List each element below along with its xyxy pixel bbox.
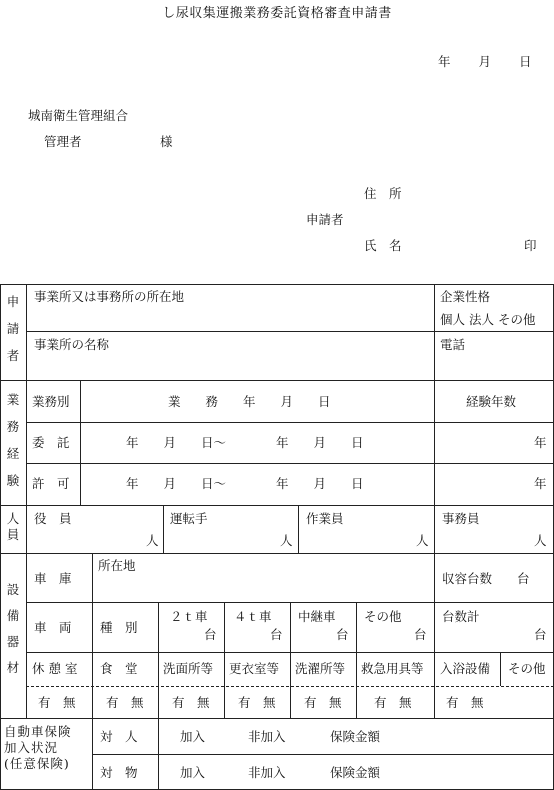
- vehicle-other-label: その他: [364, 609, 402, 624]
- permit-period: 年 月 日～ 年 月 日: [126, 476, 364, 491]
- garage-label: 車 庫: [34, 571, 72, 586]
- facility-other: その他: [508, 661, 546, 676]
- staff-workers-label: 作業員: [306, 511, 344, 526]
- permit-years-unit: 年: [534, 476, 547, 491]
- insurance-property-join: 加入: [180, 765, 206, 780]
- addressee-honorific: 様: [160, 134, 173, 149]
- seal-mark: 印: [524, 238, 537, 253]
- staff-officers-unit: 人: [146, 533, 159, 548]
- vehicle-total-unit: 台: [534, 627, 547, 642]
- name-label: 氏 名: [364, 238, 402, 253]
- company-type-label: 企業性格: [440, 289, 491, 304]
- garage-location-label: 所在地: [98, 558, 136, 573]
- facility-dining: 食 堂: [100, 661, 138, 676]
- yes-no-first-aid: 有 無: [374, 695, 412, 710]
- period-header: 業 務 年 月 日: [168, 394, 331, 409]
- yes-no-rest-room: 有 無: [38, 695, 76, 710]
- staff-officers-label: 役 員: [34, 511, 72, 526]
- insurance-person-label: 対 人: [100, 729, 138, 744]
- staff-clerks-unit: 人: [534, 533, 547, 548]
- vehicle-4t-label: ４ｔ車: [234, 609, 272, 624]
- insurance-person-not-join: 非加入: [248, 729, 286, 744]
- date-month: 月: [478, 54, 492, 69]
- location-label: 事業所又は事務所の所在地: [34, 289, 185, 304]
- insurance-property-amount: 保険金額: [330, 765, 381, 780]
- vehicle-type-label: 種 別: [100, 620, 138, 635]
- date-year: 年: [438, 54, 451, 69]
- addressee-org: 城南衛生管理組合: [28, 108, 129, 123]
- garage-capacity: 収容台数 台: [442, 571, 530, 586]
- section-equipment: 設 備 器 材: [6, 582, 20, 675]
- staff-clerks-label: 事務員: [442, 511, 480, 526]
- company-type-options: 個人 法人 その他: [440, 312, 536, 327]
- staff-drivers-label: 運転手: [170, 511, 208, 526]
- yes-no-bath: 有 無: [446, 695, 484, 710]
- section-staff: 人 員: [6, 511, 20, 542]
- entrust-years-unit: 年: [534, 435, 547, 450]
- facility-laundry: 洗濯所等: [295, 661, 346, 676]
- facility-changing: 更衣室等: [229, 661, 280, 676]
- insurance-property-not-join: 非加入: [248, 765, 286, 780]
- office-name-label: 事業所の名称: [34, 337, 110, 352]
- vehicle-relay-unit: 台: [336, 627, 349, 642]
- phone-label: 電話: [440, 337, 466, 352]
- yes-no-dining: 有 無: [106, 695, 144, 710]
- staff-workers-unit: 人: [416, 533, 429, 548]
- facility-first-aid: 救急用具等: [361, 661, 424, 676]
- insurance-person-amount: 保険金額: [330, 729, 381, 744]
- yes-no-laundry: 有 無: [304, 695, 342, 710]
- date-day: 日: [519, 54, 532, 69]
- insurance-person-join: 加入: [180, 729, 206, 744]
- permit-label: 許 可: [32, 476, 70, 491]
- yes-no-changing: 有 無: [238, 695, 276, 710]
- address-label: 住 所: [364, 186, 402, 201]
- insurance-property-label: 対 物: [100, 765, 138, 780]
- vehicle-2t-unit: 台: [204, 627, 217, 642]
- staff-drivers-unit: 人: [280, 533, 293, 548]
- section-applicant: 申 請 者: [6, 294, 20, 363]
- entrust-period: 年 月 日～ 年 月 日: [126, 435, 364, 450]
- years-header: 経験年数: [466, 394, 517, 409]
- applicant-label: 申請者: [306, 212, 344, 227]
- vehicle-4t-unit: 台: [270, 627, 283, 642]
- insurance-section-label: 自動車保険 加入状況 (任意保険): [4, 724, 72, 771]
- yes-no-washroom: 有 無: [172, 695, 210, 710]
- page-title: し尿収集運搬業務委託資格審査申請書: [162, 6, 392, 21]
- facility-washroom: 洗面所等: [163, 661, 214, 676]
- business-type-label: 業務別: [32, 394, 70, 409]
- vehicle-2t-label: ２ｔ車: [170, 609, 208, 624]
- vehicle-relay-label: 中継車: [298, 609, 336, 624]
- vehicle-total-label: 台数計: [442, 609, 480, 624]
- vehicles-label: 車 両: [34, 620, 72, 635]
- entrust-label: 委 託: [32, 435, 70, 450]
- section-business-experience: 業 務 経 験: [6, 392, 20, 488]
- addressee-role: 管理者: [44, 134, 82, 149]
- facility-rest-room: 休 憩 室: [32, 661, 78, 676]
- vehicle-other-unit: 台: [414, 627, 427, 642]
- facility-bath: 入浴設備: [440, 661, 491, 676]
